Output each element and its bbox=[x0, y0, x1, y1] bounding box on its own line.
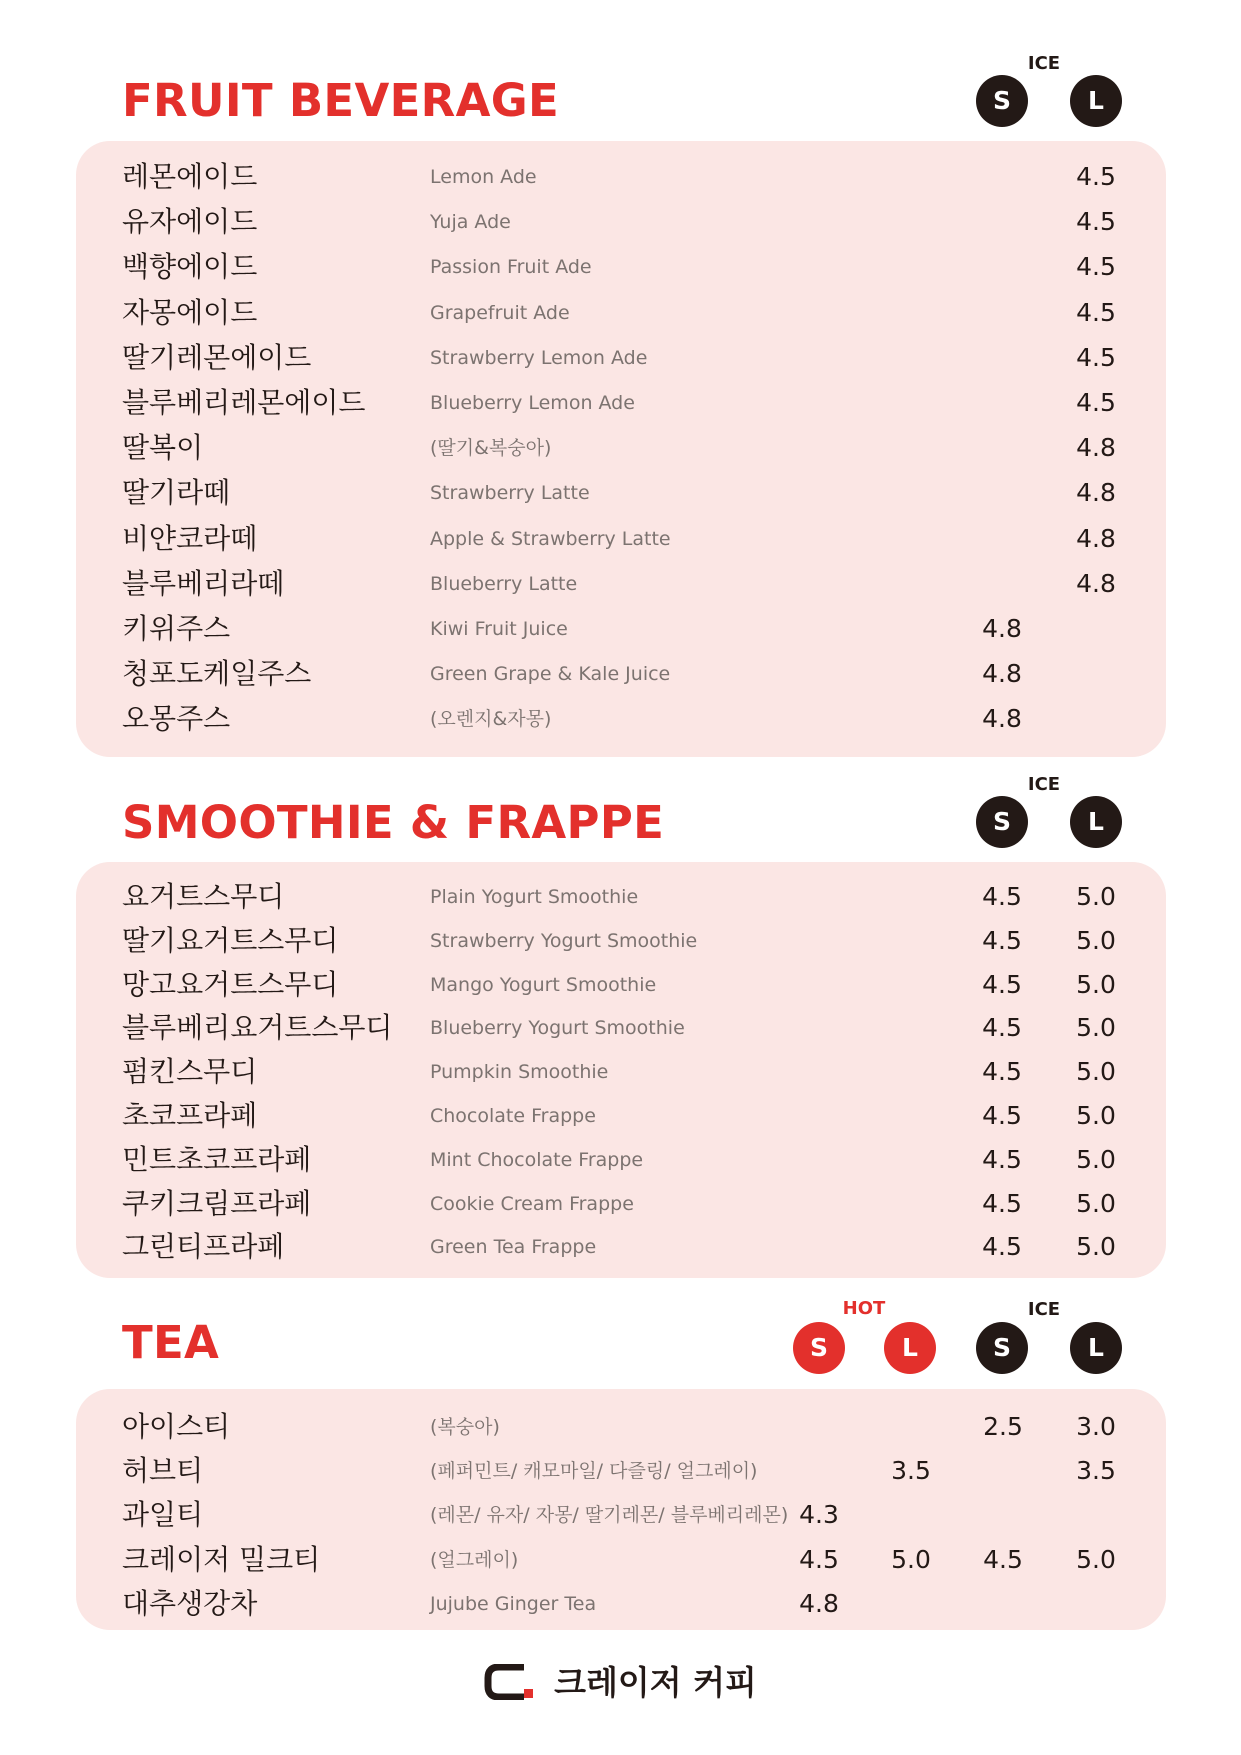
item-english-name: Strawberry Lemon Ade bbox=[430, 346, 648, 369]
item-korean-name: 블루베리요거트스무디 bbox=[122, 1011, 393, 1045]
menu-row bbox=[0, 1184, 1241, 1224]
item-korean-name: 아이스티 bbox=[122, 1410, 231, 1443]
item-korean-name: 망고요거트스무디 bbox=[122, 967, 339, 1001]
price-ice-small: 4.5 bbox=[982, 925, 1022, 955]
item-korean-name: 비얀코라떼 bbox=[122, 521, 258, 555]
item-english-name: (페퍼민트/ 캐모마일/ 다즐링/ 얼그레이) bbox=[430, 1460, 758, 1483]
menu-row bbox=[0, 473, 1241, 513]
price-ice-small: 4.8 bbox=[982, 704, 1022, 734]
item-korean-name: 허브티 bbox=[122, 1454, 204, 1488]
item-korean-name: 블루베리레몬에이드 bbox=[122, 386, 366, 419]
item-english-name: Blueberry Lemon Ade bbox=[430, 392, 635, 414]
fruit-size-s-badge: S bbox=[976, 75, 1028, 127]
item-english-name: Mango Yogurt Smoothie bbox=[430, 973, 657, 996]
tea-ice-label: ICE bbox=[1027, 1299, 1061, 1320]
menu-row bbox=[0, 609, 1241, 649]
price-ice-small: 4.5 bbox=[982, 1232, 1022, 1262]
item-english-name: Blueberry Latte bbox=[430, 572, 578, 595]
price-ice-small: 4.5 bbox=[982, 969, 1022, 999]
item-english-name: Passion Fruit Ade bbox=[430, 256, 592, 279]
fruit-ice-label: ICE bbox=[1027, 53, 1061, 74]
price-ice-large: 3.0 bbox=[1076, 1412, 1116, 1441]
menu-row bbox=[0, 965, 1241, 1005]
item-korean-name: 초코프라페 bbox=[122, 1099, 258, 1132]
menu-row bbox=[0, 1052, 1241, 1092]
price-ice-small: 4.5 bbox=[982, 1057, 1022, 1087]
item-korean-name: 블루베리라떼 bbox=[122, 566, 285, 600]
item-korean-name: 레몬에이드 bbox=[122, 160, 258, 193]
menu-row bbox=[0, 1008, 1241, 1048]
price-ice-large: 5.0 bbox=[1076, 1544, 1116, 1574]
price-ice-small: 4.5 bbox=[982, 1144, 1022, 1174]
price-ice-large: 5.0 bbox=[1076, 1188, 1116, 1218]
price-ice-large: 4.8 bbox=[1076, 568, 1116, 598]
item-korean-name: 딸기레몬에이드 bbox=[122, 340, 312, 374]
price-ice-large: 4.5 bbox=[1076, 342, 1116, 372]
item-english-name: (딸기&복숭아) bbox=[430, 437, 552, 460]
item-korean-name: 민트초코프라페 bbox=[122, 1142, 312, 1176]
menu-row bbox=[0, 699, 1241, 739]
menu-row bbox=[0, 1451, 1241, 1491]
smoothie-frappe-title: SMOOTHIE & FRAPPE bbox=[122, 796, 665, 849]
price-hot-small: 4.8 bbox=[799, 1588, 839, 1618]
menu-row bbox=[0, 338, 1241, 378]
price-ice-large: 5.0 bbox=[1076, 882, 1116, 911]
item-english-name: (복숭아) bbox=[430, 1416, 500, 1438]
item-english-name: Yuja Ade bbox=[430, 211, 511, 234]
menu-row bbox=[0, 293, 1241, 333]
menu-row bbox=[0, 1096, 1241, 1136]
item-korean-name: 대추생강차 bbox=[122, 1586, 258, 1620]
price-ice-large: 3.5 bbox=[1076, 1456, 1116, 1486]
price-ice-large: 5.0 bbox=[1076, 1144, 1116, 1174]
item-english-name: Grapefruit Ade bbox=[430, 301, 570, 324]
item-korean-name: 오몽주스 bbox=[122, 702, 231, 736]
price-ice-large: 5.0 bbox=[1076, 1013, 1116, 1043]
price-ice-large: 5.0 bbox=[1076, 1232, 1116, 1262]
price-ice-large: 4.5 bbox=[1076, 207, 1116, 237]
brand-logo bbox=[0, 1658, 1241, 1706]
menu-row bbox=[0, 519, 1241, 559]
price-ice-large: 5.0 bbox=[1076, 925, 1116, 955]
menu-row bbox=[0, 428, 1241, 468]
price-ice-large: 4.8 bbox=[1076, 523, 1116, 553]
item-english-name: Blueberry Yogurt Smoothie bbox=[430, 1017, 685, 1040]
fruit-beverage-title: FRUIT BEVERAGE bbox=[122, 74, 559, 127]
item-english-name: Strawberry Yogurt Smoothie bbox=[430, 929, 698, 952]
price-ice-large: 4.8 bbox=[1076, 433, 1116, 463]
item-english-name: Cookie Cream Frappe bbox=[430, 1192, 634, 1215]
item-english-name: Kiwi Fruit Juice bbox=[430, 618, 568, 640]
menu-row bbox=[0, 202, 1241, 242]
item-korean-name: 유자에이드 bbox=[122, 205, 258, 239]
tea-ice-size-s-badge: S bbox=[976, 1322, 1028, 1374]
tea-hot-size-l-badge: L bbox=[884, 1322, 936, 1374]
tea-ice-size-l-badge: L bbox=[1070, 1322, 1122, 1374]
price-ice-small: 4.5 bbox=[982, 1101, 1022, 1130]
item-english-name: (오렌지&자몽) bbox=[430, 708, 552, 731]
brand-c-mark-icon bbox=[484, 1664, 536, 1700]
menu-row bbox=[0, 564, 1241, 604]
item-korean-name: 자몽에이드 bbox=[122, 295, 258, 329]
item-english-name: Chocolate Frappe bbox=[430, 1105, 596, 1127]
item-korean-name: 딸복이 bbox=[122, 431, 204, 465]
menu-row bbox=[0, 921, 1241, 961]
item-korean-name: 그린티프라페 bbox=[122, 1230, 285, 1264]
price-hot-large: 5.0 bbox=[891, 1544, 931, 1574]
menu-row bbox=[0, 1495, 1241, 1535]
item-english-name: Strawberry Latte bbox=[430, 482, 590, 505]
item-korean-name: 딸기요거트스무디 bbox=[122, 923, 339, 957]
item-korean-name: 키위주스 bbox=[122, 612, 231, 645]
price-ice-large: 4.5 bbox=[1076, 252, 1116, 282]
price-ice-small: 4.5 bbox=[982, 1013, 1022, 1043]
tea-title: TEA bbox=[122, 1316, 220, 1369]
item-korean-name: 쿠키크림프라페 bbox=[122, 1186, 312, 1220]
price-ice-large: 5.0 bbox=[1076, 1101, 1116, 1130]
price-ice-small: 4.8 bbox=[982, 659, 1022, 689]
item-korean-name: 딸기라떼 bbox=[122, 476, 231, 510]
menu-row bbox=[0, 1227, 1241, 1267]
menu-row bbox=[0, 1407, 1241, 1447]
menu-row bbox=[0, 1140, 1241, 1180]
item-korean-name: 백향에이드 bbox=[122, 250, 258, 284]
price-ice-large: 5.0 bbox=[1076, 969, 1116, 999]
item-english-name: Plain Yogurt Smoothie bbox=[430, 886, 639, 908]
item-english-name: Apple & Strawberry Latte bbox=[430, 527, 671, 550]
smoothie-size-s-badge: S bbox=[976, 796, 1028, 848]
menu-row bbox=[0, 654, 1241, 694]
tea-hot-size-s-badge: S bbox=[793, 1322, 845, 1374]
price-ice-large: 4.8 bbox=[1076, 478, 1116, 508]
fruit-size-l-badge: L bbox=[1070, 75, 1122, 127]
item-english-name: Green Grape & Kale Juice bbox=[430, 663, 671, 686]
item-korean-name: 크레이저 밀크티 bbox=[122, 1542, 321, 1576]
menu-row bbox=[0, 157, 1241, 197]
tea-hot-label: HOT bbox=[842, 1298, 886, 1319]
item-english-name: Lemon Ade bbox=[430, 166, 537, 188]
item-korean-name: 요거트스무디 bbox=[122, 880, 285, 913]
smoothie-size-l-badge: L bbox=[1070, 796, 1122, 848]
item-english-name: (얼그레이) bbox=[430, 1548, 519, 1571]
item-english-name: (레몬/ 유자/ 자몽/ 딸기레몬/ 블루베리레몬) bbox=[430, 1504, 789, 1527]
item-korean-name: 펌킨스무디 bbox=[122, 1055, 258, 1089]
item-english-name: Mint Chocolate Frappe bbox=[430, 1148, 644, 1171]
price-ice-large: 4.5 bbox=[1076, 388, 1116, 417]
price-ice-small: 4.5 bbox=[982, 1188, 1022, 1218]
price-ice-large: 4.5 bbox=[1076, 162, 1116, 191]
brand-name: 크레이저 커피 bbox=[554, 1662, 757, 1702]
menu-row bbox=[0, 1540, 1241, 1580]
menu-row bbox=[0, 1584, 1241, 1624]
item-english-name: Pumpkin Smoothie bbox=[430, 1061, 609, 1084]
price-hot-small: 4.3 bbox=[799, 1500, 839, 1530]
price-ice-small: 4.5 bbox=[983, 1544, 1023, 1574]
price-ice-small: 4.5 bbox=[982, 882, 1022, 911]
price-ice-small: 2.5 bbox=[983, 1412, 1023, 1441]
price-ice-small: 4.8 bbox=[982, 614, 1022, 643]
price-hot-large: 3.5 bbox=[891, 1456, 931, 1486]
menu-row bbox=[0, 247, 1241, 287]
item-english-name: Green Tea Frappe bbox=[430, 1236, 597, 1259]
item-english-name: Jujube Ginger Tea bbox=[430, 1592, 597, 1615]
smoothie-ice-label: ICE bbox=[1027, 774, 1061, 795]
price-ice-large: 4.5 bbox=[1076, 297, 1116, 327]
item-korean-name: 청포도케일주스 bbox=[122, 657, 312, 691]
menu-row bbox=[0, 383, 1241, 423]
price-hot-small: 4.5 bbox=[799, 1544, 839, 1574]
menu-row bbox=[0, 877, 1241, 917]
price-ice-large: 5.0 bbox=[1076, 1057, 1116, 1087]
item-korean-name: 과일티 bbox=[122, 1498, 204, 1532]
